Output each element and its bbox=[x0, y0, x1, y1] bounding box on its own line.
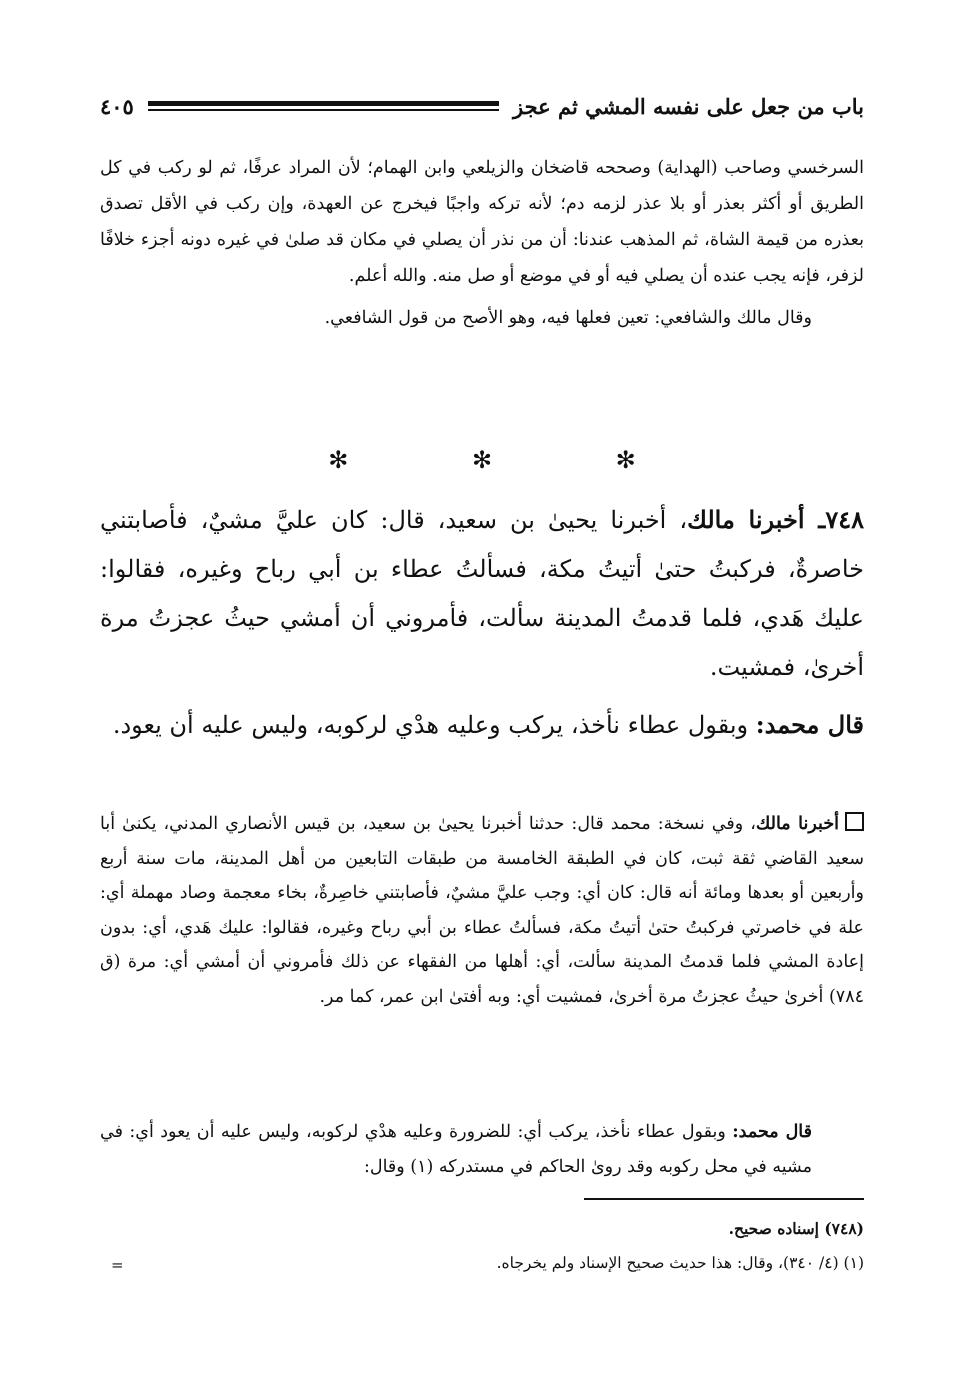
commentary-label-2: قال محمد: bbox=[732, 1122, 812, 1142]
commentary-text: ، وفي نسخة: محمد قال: حدثنا أخبرنا يحيىٰ بن سعيد، بن قيس الأنصاري المدني، يكنىٰ أبا سعيد القاضي ثقة ثبت، كان في الطبقة الخامسة من طبقات التابعين من أهل المدينة، مات سنة أربع وأربعين أو بعدها ومائة أنه قال: كان أي: وجب عليَّ مشيٌ، فأصابتني خاصِرةٌ، بخاء معجمة وصاد مهملة أي: علة في خاصرتي فركبتُ حتىٰ أتيتُ مكة، فسألتُ عطاء بن أبي رباح وغيره، فقالوا: عليك هَدي، أي: بدون إعادة المشي فلما قدمتُ المدينة سألت، أي: أهلها من الفقهاء عن ذلك فأمروني أن أمشي أي: مرة (ق ٧٨٤) أخرىٰ حيثُ عجزتُ مرة أخرىٰ، فمشيت أي: وبه أفتىٰ ابن عمر، كما مر. bbox=[100, 814, 864, 1007]
header-rule-thin bbox=[148, 109, 499, 111]
muhammad-text: وبقول عطاء نأخذ، يركب وعليه هدْي لركوبه، وليس عليه أن يعود. bbox=[112, 711, 756, 739]
page-header bbox=[100, 88, 864, 124]
commentary-text-2: وبقول عطاء نأخذ، يركب أي: للضرورة وعليه هدْي لركوبه، وليس عليه أن يعود أي: في مشيه في محل ركوبه وقد روىٰ الحاكم في مستدركه (١) وقال: bbox=[100, 1122, 812, 1177]
section-separator: ✻ ✻ ✻ bbox=[328, 446, 694, 474]
muhammad-saying bbox=[100, 700, 864, 750]
muhammad-label: قال محمد: bbox=[755, 710, 864, 739]
hadith-748 bbox=[100, 495, 864, 692]
header-rule-thick bbox=[148, 101, 499, 106]
intro-paragraph-1: السرخسي وصاحب (الهداية) وصححه قاضخان والزيلعي وابن الهمام؛ لأن المراد عرفًا، ثم لو ركب في كل الطريق أو أكثر بعذر أو بلا عذر لزمه دم؛ لأنه تركه واجبًا فيخرج عن العهدة، وإن ركب في الأقل تصدق بعذره من قيمة الشاة، ثم المذهب عندنا: أن من نذر أن يصلي في مكان قد صلىٰ في غيره دونه أجزء خلافًا لزفر، فإنه يجب عنده أن يصلي فيه أو في موضع أو صل منه. والله أعلم. bbox=[100, 158, 864, 286]
hadith-number-label: ٧٤٨ـ أخبرنا مالك bbox=[687, 505, 864, 534]
commentary-block bbox=[100, 807, 864, 1014]
header-rule bbox=[148, 101, 499, 111]
intro-commentary bbox=[100, 150, 864, 336]
square-marker-icon bbox=[845, 812, 864, 831]
hadith-text: ، أخبرنا يحيىٰ بن سعيد، قال: كان عليَّ مشيٌ، فأصابتني خاصرةٌ، فركبتُ حتىٰ أتيتُ مكة، فسألتُ عطاء بن أبي رباح وغيره، فقالوا: عليك هَدي، فلما قدمتُ المدينة سألت، فأمروني أن أمشي حيثُ عجزتُ مرة أخرىٰ، فمشيت. bbox=[100, 506, 864, 681]
continuation-mark: = bbox=[111, 1256, 124, 1274]
footnote-1: (١) (٤/ ٣٤٠)، وقال: هذا حديث صحيح الإسناد ولم يخرجاه. bbox=[496, 1254, 864, 1272]
footnotes bbox=[100, 1212, 864, 1280]
footnote-rule bbox=[584, 1198, 864, 1200]
footnote-748: (٧٤٨) إسناده صحيح. bbox=[728, 1219, 864, 1238]
running-title: باب من جعل على نفسه المشي ثم عجز bbox=[513, 93, 864, 119]
intro-paragraph-2: وقال مالك والشافعي: تعين فعلها فيه، وهو الأصح من قول الشافعي. bbox=[324, 308, 812, 328]
commentary-label: أخبرنا مالك bbox=[755, 814, 840, 834]
commentary-block-2 bbox=[100, 1115, 864, 1184]
page-number: ٤٠٥ bbox=[100, 93, 134, 119]
